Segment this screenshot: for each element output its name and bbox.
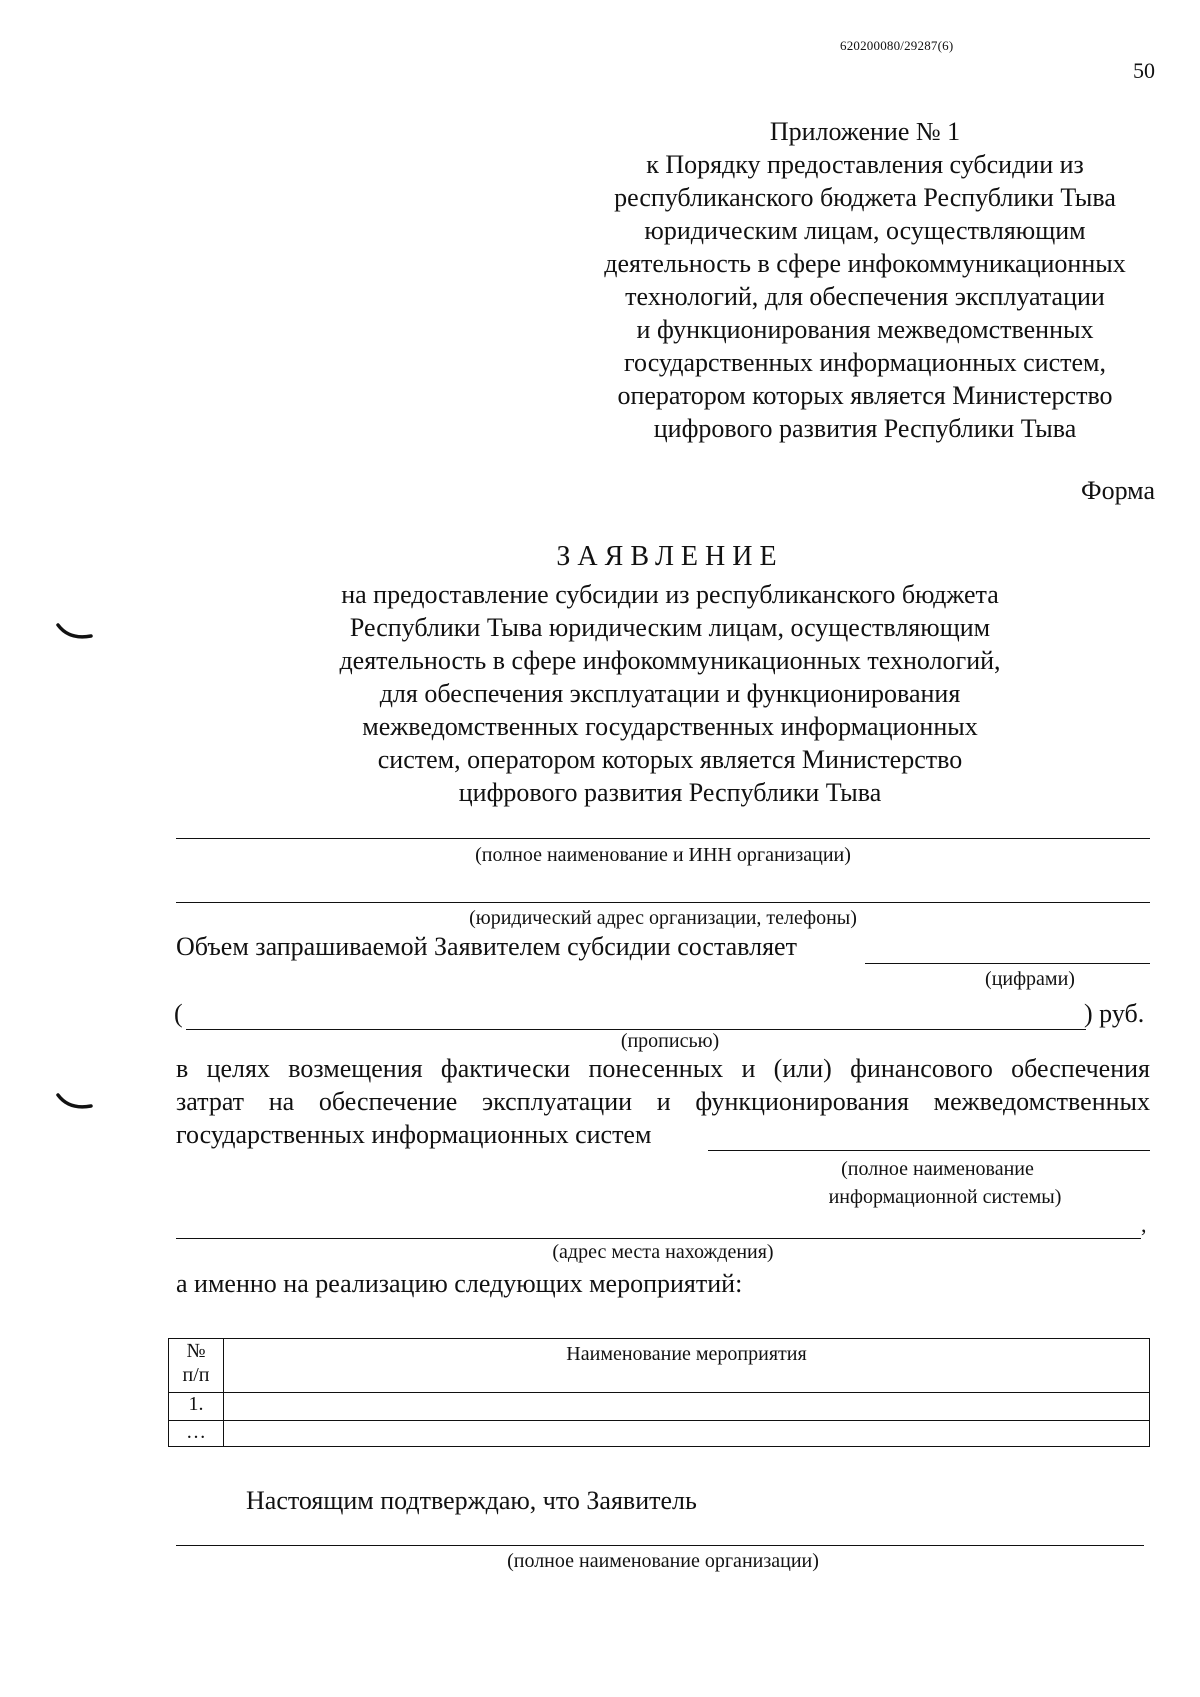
org-full-name-line[interactable] — [176, 1545, 1144, 1546]
appendix-line: и функционирования межведомственных — [636, 315, 1094, 344]
words-caption: (прописью) — [620, 1030, 720, 1052]
activities-table — [168, 1338, 1150, 1447]
org-name-inn-caption: (полное наименование и ИНН организации) — [475, 844, 851, 866]
subtitle-line: систем, оператором которых является Министерство — [377, 745, 963, 774]
document-code: 620200080/29287(6) — [840, 38, 954, 53]
purpose-line: затрат на обеспечение эксплуатации и функционирования межведомственных — [176, 1087, 1150, 1116]
purpose-line: в целях возмещения фактически понесенных и (или) финансового обеспечения — [176, 1054, 1150, 1083]
location-line[interactable] — [176, 1238, 1141, 1239]
appendix-line: деятельность в сфере инфокоммуникационных — [604, 249, 1126, 278]
activity-name-cell[interactable] — [224, 1393, 1150, 1421]
table-row — [169, 1393, 1150, 1421]
purpose-paragraph — [176, 1052, 1150, 1151]
appendix-line: цифрового развития Республики Тыва — [653, 414, 1077, 443]
digits-caption: (цифрами) — [985, 968, 1075, 990]
table-row — [169, 1421, 1150, 1447]
confirmation-text: Настоящим подтверждаю, что Заявитель — [246, 1486, 697, 1515]
row-number: 1. — [169, 1393, 224, 1421]
legal-address-line[interactable] — [176, 902, 1150, 903]
subtitle-line: Республики Тыва юридическим лицам, осуществляющим — [349, 613, 991, 642]
org-name-inn-line[interactable] — [176, 838, 1150, 839]
subtitle-line: межведомственных государственных информационных — [362, 712, 978, 741]
appendix-line: Приложение № 1 — [769, 117, 961, 146]
subtitle-line: цифрового развития Республики Тыва — [458, 778, 882, 807]
system-name-caption-line: (полное наименование — [841, 1158, 1034, 1180]
activity-name-cell[interactable] — [224, 1421, 1150, 1447]
col-num-header — [169, 1339, 224, 1393]
appendix-line: государственных информационных систем, — [624, 348, 1106, 377]
appendix-line: республиканского бюджета Республики Тыва — [614, 183, 1116, 212]
amount-digits-line[interactable] — [865, 963, 1150, 964]
table-header-row — [169, 1339, 1150, 1393]
open-paren: ( — [174, 999, 183, 1028]
purpose-line: государственных информационных систем — [176, 1120, 652, 1149]
system-name-caption — [740, 1155, 1150, 1211]
document-subtitle — [250, 578, 1090, 809]
col-num-header-line: п/п — [182, 1364, 210, 1386]
margin-mark — [55, 622, 95, 644]
appendix-line: к Порядку предоставления субсидии из — [646, 150, 1084, 179]
rub-label: ) руб. — [1084, 999, 1145, 1028]
org-full-name-caption: (полное наименование организации) — [507, 1550, 819, 1572]
amount-label: Объем запрашиваемой Заявителем субсидии составляет — [176, 932, 797, 961]
system-name-line[interactable] — [708, 1150, 1150, 1151]
appendix-line: технологий, для обеспечения эксплуатации — [625, 282, 1105, 311]
appendix-line: юридическим лицам, осуществляющим — [644, 216, 1086, 245]
subtitle-line: на предоставление субсидии из республиканского бюджета — [341, 580, 999, 609]
subtitle-line: для обеспечения эксплуатации и функционирования — [379, 679, 961, 708]
location-caption: (адрес места нахождения) — [552, 1241, 774, 1263]
row-number: … — [169, 1421, 224, 1447]
col-num-header-line: № — [186, 1340, 206, 1362]
form-label: Форма — [1081, 476, 1155, 505]
system-name-caption-line: информационной системы) — [828, 1186, 1062, 1208]
appendix-line: оператором которых является Министерство — [617, 381, 1113, 410]
appendix-header — [575, 115, 1155, 445]
document-title: ЗАЯВЛЕНИЕ — [556, 541, 784, 572]
activities-intro: а именно на реализацию следующих мероприятий: — [176, 1269, 743, 1298]
subtitle-line: деятельность в сфере инфокоммуникационных технологий, — [339, 646, 1001, 675]
col-name-header: Наименование мероприятия — [224, 1339, 1150, 1393]
margin-mark — [55, 1092, 95, 1114]
legal-address-caption: (юридический адрес организации, телефоны) — [469, 907, 857, 929]
location-comma: , — [1141, 1212, 1147, 1237]
page-number: 50 — [1133, 58, 1155, 83]
